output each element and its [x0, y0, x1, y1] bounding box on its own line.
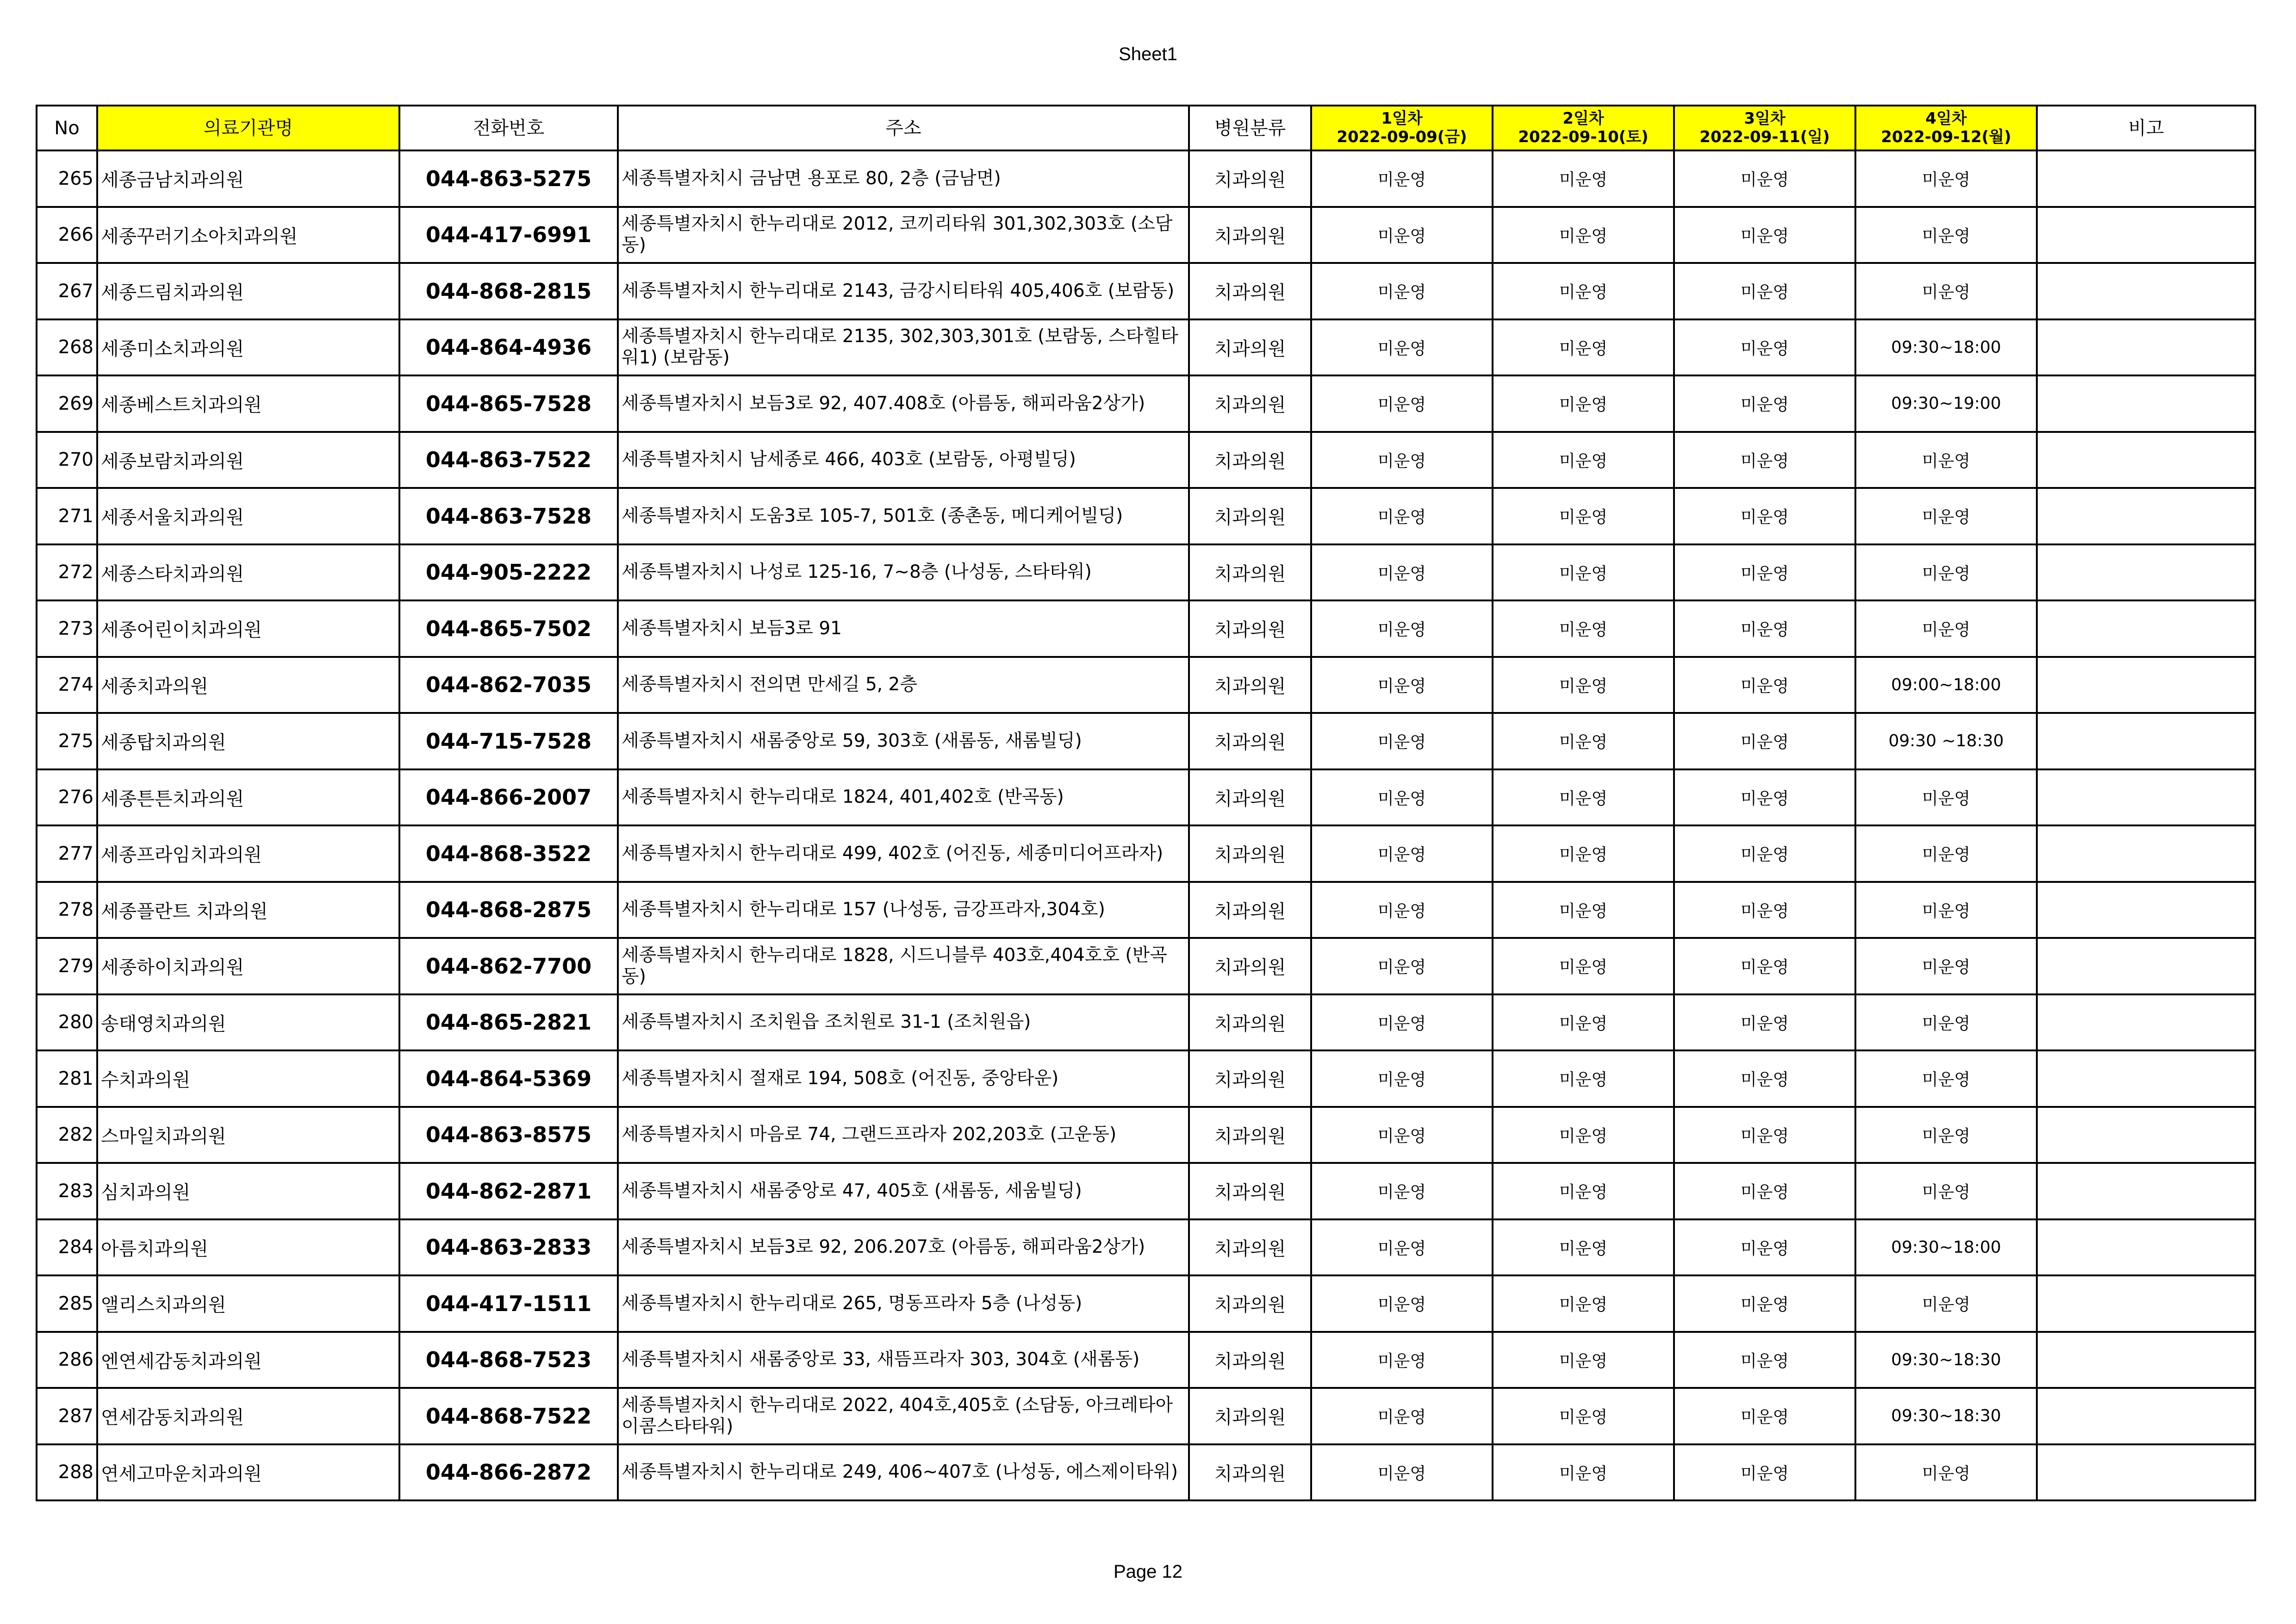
phone-number: 044-863-7528 — [399, 488, 618, 544]
day1-status: 미운영 — [1311, 432, 1493, 488]
phone-number: 044-868-7522 — [399, 1388, 618, 1444]
row-number: 266 — [37, 207, 97, 263]
day3-status: 미운영 — [1674, 882, 1855, 938]
day3-status: 미운영 — [1674, 263, 1855, 319]
day2-status: 미운영 — [1493, 319, 1674, 376]
clinic-type: 치과의원 — [1189, 375, 1311, 432]
row-number: 276 — [37, 769, 97, 826]
day1-status: 미운영 — [1311, 994, 1493, 1051]
day4-status: 미운영 — [1855, 994, 2037, 1051]
remark — [2037, 1275, 2255, 1332]
address: 세종특별자치시 새롬중앙로 33, 새뜸프라자 303, 304호 (새롬동) — [618, 1332, 1189, 1388]
remark — [2037, 1163, 2255, 1219]
row-number: 286 — [37, 1332, 97, 1388]
clinic-type: 치과의원 — [1189, 1107, 1311, 1163]
day4-status: 미운영 — [1855, 150, 2037, 207]
clinic-name: 세종스타치과의원 — [97, 544, 399, 601]
day2-status: 미운영 — [1493, 263, 1674, 319]
header-day2-date: 2022-09-10(토) — [1518, 127, 1649, 146]
address: 세종특별자치시 마음로 74, 그랜드프라자 202,203호 (고운동) — [618, 1107, 1189, 1163]
row-number: 272 — [37, 544, 97, 601]
address: 세종특별자치시 한누리대로 1824, 401,402호 (반곡동) — [618, 769, 1189, 826]
phone-number: 044-715-7528 — [399, 713, 618, 769]
day2-status: 미운영 — [1493, 1219, 1674, 1276]
day3-status: 미운영 — [1674, 432, 1855, 488]
day2-status: 미운영 — [1493, 1332, 1674, 1388]
remark — [2037, 994, 2255, 1051]
remark — [2037, 882, 2255, 938]
day4-status: 미운영 — [1855, 1050, 2037, 1107]
clinic-name: 세종하이치과의원 — [97, 938, 399, 994]
day2-status: 미운영 — [1493, 207, 1674, 263]
clinic-type: 치과의원 — [1189, 713, 1311, 769]
row-number: 273 — [37, 600, 97, 657]
table-row — [37, 1050, 2255, 1107]
header-no: No — [37, 106, 97, 150]
page-number: Page 12 — [1113, 1562, 1183, 1582]
clinic-type: 치과의원 — [1189, 319, 1311, 376]
phone-number: 044-905-2222 — [399, 544, 618, 601]
row-number: 270 — [37, 432, 97, 488]
clinic-type: 치과의원 — [1189, 600, 1311, 657]
address: 세종특별자치시 한누리대로 2143, 금강시티타워 405,406호 (보람동) — [618, 263, 1189, 319]
clinic-type: 치과의원 — [1189, 207, 1311, 263]
header-day1-label: 1일차 — [1381, 109, 1423, 128]
remark — [2037, 375, 2255, 432]
clinic-type: 치과의원 — [1189, 1275, 1311, 1332]
row-number: 285 — [37, 1275, 97, 1332]
clinic-name: 심치과의원 — [97, 1163, 399, 1219]
row-number: 275 — [37, 713, 97, 769]
row-number: 271 — [37, 488, 97, 544]
table-row — [37, 1163, 2255, 1219]
day3-status: 미운영 — [1674, 1219, 1855, 1276]
remark — [2037, 544, 2255, 601]
row-number: 281 — [37, 1050, 97, 1107]
phone-number: 044-862-2871 — [399, 1163, 618, 1219]
address: 세종특별자치시 나성로 125-16, 7~8층 (나성동, 스타타워) — [618, 544, 1189, 601]
day2-status: 미운영 — [1493, 1444, 1674, 1501]
table-row — [37, 1444, 2255, 1501]
day3-status: 미운영 — [1674, 150, 1855, 207]
clinic-name: 세종서울치과의원 — [97, 488, 399, 544]
table-row — [37, 1332, 2255, 1388]
clinic-type: 치과의원 — [1189, 825, 1311, 882]
clinic-name: 세종베스트치과의원 — [97, 375, 399, 432]
remark — [2037, 1332, 2255, 1388]
remark — [2037, 769, 2255, 826]
clinic-name: 세종어린이치과의원 — [97, 600, 399, 657]
clinic-type: 치과의원 — [1189, 1444, 1311, 1501]
day3-status: 미운영 — [1674, 375, 1855, 432]
remark — [2037, 1444, 2255, 1501]
address: 세종특별자치시 새롬중앙로 47, 405호 (새롬동, 세움빌딩) — [618, 1163, 1189, 1219]
address: 세종특별자치시 한누리대로 499, 402호 (어진동, 세종미디어프라자) — [618, 825, 1189, 882]
day1-status: 미운영 — [1311, 1388, 1493, 1444]
day1-status: 미운영 — [1311, 1219, 1493, 1276]
clinic-type: 치과의원 — [1189, 882, 1311, 938]
day3-status: 미운영 — [1674, 825, 1855, 882]
phone-number: 044-417-1511 — [399, 1275, 618, 1332]
header-day3 — [1674, 106, 1855, 150]
day2-status: 미운영 — [1493, 657, 1674, 713]
day1-status: 미운영 — [1311, 825, 1493, 882]
phone-number: 044-863-7522 — [399, 432, 618, 488]
clinic-name: 세종튼튼치과의원 — [97, 769, 399, 826]
header-day3-label: 3일차 — [1744, 109, 1786, 128]
row-number: 279 — [37, 938, 97, 994]
phone-number: 044-865-7502 — [399, 600, 618, 657]
day1-status: 미운영 — [1311, 938, 1493, 994]
day3-status: 미운영 — [1674, 600, 1855, 657]
phone-number: 044-863-5275 — [399, 150, 618, 207]
day3-status: 미운영 — [1674, 488, 1855, 544]
table-row — [37, 713, 2255, 769]
day1-status: 미운영 — [1311, 882, 1493, 938]
day2-status: 미운영 — [1493, 544, 1674, 601]
row-number: 265 — [37, 150, 97, 207]
day1-status: 미운영 — [1311, 1332, 1493, 1388]
remark — [2037, 825, 2255, 882]
remark — [2037, 1050, 2255, 1107]
day2-status: 미운영 — [1493, 994, 1674, 1051]
table-row — [37, 882, 2255, 938]
day1-status: 미운영 — [1311, 600, 1493, 657]
clinic-type: 치과의원 — [1189, 150, 1311, 207]
day1-status: 미운영 — [1311, 544, 1493, 601]
remark — [2037, 488, 2255, 544]
table-header — [37, 106, 2255, 150]
header-phone: 전화번호 — [399, 106, 618, 150]
header-day4-label: 4일차 — [1925, 109, 1967, 128]
address: 세종특별자치시 보듬3로 91 — [618, 600, 1189, 657]
row-number: 274 — [37, 657, 97, 713]
header-day2-label: 2일차 — [1562, 109, 1604, 128]
phone-number: 044-862-7700 — [399, 938, 618, 994]
day4-status: 미운영 — [1855, 1163, 2037, 1219]
header-day3-date: 2022-09-11(일) — [1699, 127, 1830, 146]
day4-status: 미운영 — [1855, 1444, 2037, 1501]
row-number: 268 — [37, 319, 97, 376]
address: 세종특별자치시 한누리대로 2022, 404호,405호 (소담동, 아크레타아이콤스타타워) — [618, 1388, 1189, 1444]
address: 세종특별자치시 한누리대로 2135, 302,303,301호 (보람동, 스타힐타워1) (보람동) — [618, 319, 1189, 376]
day4-status: 미운영 — [1855, 825, 2037, 882]
day2-status: 미운영 — [1493, 882, 1674, 938]
clinic-name: 앨리스치과의원 — [97, 1275, 399, 1332]
row-number: 283 — [37, 1163, 97, 1219]
day4-status: 09:30~18:30 — [1855, 1332, 2037, 1388]
day3-status: 미운영 — [1674, 1388, 1855, 1444]
address: 세종특별자치시 절재로 194, 508호 (어진동, 중앙타운) — [618, 1050, 1189, 1107]
day2-status: 미운영 — [1493, 488, 1674, 544]
day3-status: 미운영 — [1674, 1050, 1855, 1107]
header-day4 — [1855, 106, 2037, 150]
day2-status: 미운영 — [1493, 1388, 1674, 1444]
day1-status: 미운영 — [1311, 319, 1493, 376]
day2-status: 미운영 — [1493, 1050, 1674, 1107]
clinic-type: 치과의원 — [1189, 1388, 1311, 1444]
day4-status: 미운영 — [1855, 263, 2037, 319]
day3-status: 미운영 — [1674, 1163, 1855, 1219]
phone-number: 044-866-2872 — [399, 1444, 618, 1501]
phone-number: 044-862-7035 — [399, 657, 618, 713]
clinic-name: 수치과의원 — [97, 1050, 399, 1107]
remark — [2037, 207, 2255, 263]
table-row — [37, 769, 2255, 826]
remark — [2037, 713, 2255, 769]
clinic-type: 치과의원 — [1189, 1163, 1311, 1219]
day2-status: 미운영 — [1493, 713, 1674, 769]
day2-status: 미운영 — [1493, 825, 1674, 882]
day2-status: 미운영 — [1493, 1163, 1674, 1219]
day3-status: 미운영 — [1674, 994, 1855, 1051]
clinic-name: 세종플란트 치과의원 — [97, 882, 399, 938]
day1-status: 미운영 — [1311, 1444, 1493, 1501]
header-type: 병원분류 — [1189, 106, 1311, 150]
table-row — [37, 938, 2255, 994]
table-row — [37, 432, 2255, 488]
clinic-type: 치과의원 — [1189, 1332, 1311, 1388]
remark — [2037, 1219, 2255, 1276]
day1-status: 미운영 — [1311, 1107, 1493, 1163]
clinic-type: 치과의원 — [1189, 994, 1311, 1051]
table-row — [37, 1388, 2255, 1444]
day3-status: 미운영 — [1674, 1275, 1855, 1332]
phone-number: 044-863-8575 — [399, 1107, 618, 1163]
address: 세종특별자치시 한누리대로 1828, 시드니블루 403호,404호호 (반곡동) — [618, 938, 1189, 994]
day4-status: 미운영 — [1855, 1275, 2037, 1332]
header-day1-date: 2022-09-09(금) — [1337, 127, 1467, 146]
day3-status: 미운영 — [1674, 319, 1855, 376]
day1-status: 미운영 — [1311, 488, 1493, 544]
address: 세종특별자치시 한누리대로 157 (나성동, 금강프라자,304호) — [618, 882, 1189, 938]
phone-number: 044-868-7523 — [399, 1332, 618, 1388]
row-number: 287 — [37, 1388, 97, 1444]
day2-status: 미운영 — [1493, 375, 1674, 432]
day2-status: 미운영 — [1493, 1275, 1674, 1332]
address: 세종특별자치시 금남면 용포로 80, 2층 (금남면) — [618, 150, 1189, 207]
day1-status: 미운영 — [1311, 150, 1493, 207]
day1-status: 미운영 — [1311, 1163, 1493, 1219]
table-row — [37, 994, 2255, 1051]
header-remark: 비고 — [2037, 106, 2255, 150]
clinic-name: 세종꾸러기소아치과의원 — [97, 207, 399, 263]
clinic-type: 치과의원 — [1189, 938, 1311, 994]
address: 세종특별자치시 도움3로 105-7, 501호 (종촌동, 메디케어빌딩) — [618, 488, 1189, 544]
clinic-table — [36, 105, 2256, 1501]
address: 세종특별자치시 남세종로 466, 403호 (보람동, 아평빌딩) — [618, 432, 1189, 488]
remark — [2037, 1388, 2255, 1444]
clinic-name: 세종금남치과의원 — [97, 150, 399, 207]
phone-number: 044-863-2833 — [399, 1219, 618, 1276]
clinic-name: 세종치과의원 — [97, 657, 399, 713]
row-number: 277 — [37, 825, 97, 882]
row-number: 288 — [37, 1444, 97, 1501]
phone-number: 044-865-7528 — [399, 375, 618, 432]
day4-status: 09:30 ~18:30 — [1855, 713, 2037, 769]
table-row — [37, 657, 2255, 713]
clinic-type: 치과의원 — [1189, 488, 1311, 544]
remark — [2037, 600, 2255, 657]
remark — [2037, 938, 2255, 994]
remark — [2037, 657, 2255, 713]
remark — [2037, 319, 2255, 376]
header-day1 — [1311, 106, 1493, 150]
address: 세종특별자치시 보듬3로 92, 206.207호 (아름동, 해피라움2상가) — [618, 1219, 1189, 1276]
clinic-name: 엔연세감동치과의원 — [97, 1332, 399, 1388]
day1-status: 미운영 — [1311, 713, 1493, 769]
day4-status: 09:00~18:00 — [1855, 657, 2037, 713]
day2-status: 미운영 — [1493, 938, 1674, 994]
day4-status: 09:30~18:00 — [1855, 1219, 2037, 1276]
address: 세종특별자치시 새롬중앙로 59, 303호 (새롬동, 새롬빌딩) — [618, 713, 1189, 769]
row-number: 278 — [37, 882, 97, 938]
day3-status: 미운영 — [1674, 207, 1855, 263]
clinic-name: 세종프라임치과의원 — [97, 825, 399, 882]
remark — [2037, 432, 2255, 488]
table-row — [37, 319, 2255, 376]
clinic-name: 세종보람치과의원 — [97, 432, 399, 488]
table-row — [37, 1219, 2255, 1276]
day3-status: 미운영 — [1674, 1332, 1855, 1388]
table-row — [37, 1275, 2255, 1332]
day4-status: 미운영 — [1855, 1107, 2037, 1163]
day3-status: 미운영 — [1674, 1444, 1855, 1501]
clinic-type: 치과의원 — [1189, 1050, 1311, 1107]
phone-number: 044-864-5369 — [399, 1050, 618, 1107]
phone-number: 044-868-2815 — [399, 263, 618, 319]
day4-status: 미운영 — [1855, 600, 2037, 657]
clinic-name: 아름치과의원 — [97, 1219, 399, 1276]
table-row — [37, 150, 2255, 207]
table-row — [37, 263, 2255, 319]
day3-status: 미운영 — [1674, 544, 1855, 601]
day2-status: 미운영 — [1493, 150, 1674, 207]
day4-status: 미운영 — [1855, 488, 2037, 544]
header-day4-date: 2022-09-12(월) — [1881, 127, 2011, 146]
address: 세종특별자치시 한누리대로 2012, 코끼리타워 301,302,303호 (소담동) — [618, 207, 1189, 263]
clinic-type: 치과의원 — [1189, 1219, 1311, 1276]
day2-status: 미운영 — [1493, 769, 1674, 826]
table-row — [37, 544, 2255, 601]
phone-number: 044-868-3522 — [399, 825, 618, 882]
day4-status: 09:30~18:30 — [1855, 1388, 2037, 1444]
clinic-name: 세종드림치과의원 — [97, 263, 399, 319]
clinic-type: 치과의원 — [1189, 769, 1311, 826]
day3-status: 미운영 — [1674, 938, 1855, 994]
day2-status: 미운영 — [1493, 432, 1674, 488]
phone-number: 044-865-2821 — [399, 994, 618, 1051]
address: 세종특별자치시 전의면 만세길 5, 2층 — [618, 657, 1189, 713]
row-number: 282 — [37, 1107, 97, 1163]
day1-status: 미운영 — [1311, 207, 1493, 263]
clinic-type: 치과의원 — [1189, 432, 1311, 488]
sheet-title: Sheet1 — [1119, 44, 1177, 64]
table-row — [37, 207, 2255, 263]
phone-number: 044-868-2875 — [399, 882, 618, 938]
header-day2 — [1493, 106, 1674, 150]
day3-status: 미운영 — [1674, 1107, 1855, 1163]
table-row — [37, 488, 2255, 544]
table-row — [37, 825, 2255, 882]
row-number: 267 — [37, 263, 97, 319]
table-body — [37, 150, 2255, 1500]
address: 세종특별자치시 한누리대로 249, 406~407호 (나성동, 에스제이타워) — [618, 1444, 1189, 1501]
day3-status: 미운영 — [1674, 657, 1855, 713]
clinic-type: 치과의원 — [1189, 263, 1311, 319]
header-name: 의료기관명 — [97, 106, 399, 150]
table-row — [37, 600, 2255, 657]
day4-status: 미운영 — [1855, 432, 2037, 488]
day1-status: 미운영 — [1311, 1275, 1493, 1332]
clinic-name: 연세고마운치과의원 — [97, 1444, 399, 1501]
header-address: 주소 — [618, 106, 1189, 150]
table-row — [37, 1107, 2255, 1163]
address: 세종특별자치시 보듬3로 92, 407.408호 (아름동, 해피라움2상가) — [618, 375, 1189, 432]
phone-number: 044-866-2007 — [399, 769, 618, 826]
clinic-type: 치과의원 — [1189, 544, 1311, 601]
clinic-name: 세종미소치과의원 — [97, 319, 399, 376]
phone-number: 044-417-6991 — [399, 207, 618, 263]
day1-status: 미운영 — [1311, 657, 1493, 713]
address: 세종특별자치시 조치원읍 조치원로 31-1 (조치원읍) — [618, 994, 1189, 1051]
day4-status: 미운영 — [1855, 882, 2037, 938]
remark — [2037, 1107, 2255, 1163]
clinic-name: 세종탑치과의원 — [97, 713, 399, 769]
day4-status: 09:30~18:00 — [1855, 319, 2037, 376]
day2-status: 미운영 — [1493, 600, 1674, 657]
day4-status: 09:30~19:00 — [1855, 375, 2037, 432]
day2-status: 미운영 — [1493, 1107, 1674, 1163]
day1-status: 미운영 — [1311, 769, 1493, 826]
day1-status: 미운영 — [1311, 1050, 1493, 1107]
day4-status: 미운영 — [1855, 938, 2037, 994]
clinic-type: 치과의원 — [1189, 657, 1311, 713]
day1-status: 미운영 — [1311, 263, 1493, 319]
clinic-name: 송태영치과의원 — [97, 994, 399, 1051]
day4-status: 미운영 — [1855, 769, 2037, 826]
table-row — [37, 375, 2255, 432]
day4-status: 미운영 — [1855, 207, 2037, 263]
day4-status: 미운영 — [1855, 544, 2037, 601]
clinic-name: 스마일치과의원 — [97, 1107, 399, 1163]
remark — [2037, 150, 2255, 207]
row-number: 269 — [37, 375, 97, 432]
clinic-name: 연세감동치과의원 — [97, 1388, 399, 1444]
remark — [2037, 263, 2255, 319]
row-number: 284 — [37, 1219, 97, 1276]
day1-status: 미운영 — [1311, 375, 1493, 432]
phone-number: 044-864-4936 — [399, 319, 618, 376]
day3-status: 미운영 — [1674, 769, 1855, 826]
day3-status: 미운영 — [1674, 713, 1855, 769]
row-number: 280 — [37, 994, 97, 1051]
address: 세종특별자치시 한누리대로 265, 명동프라자 5층 (나성동) — [618, 1275, 1189, 1332]
